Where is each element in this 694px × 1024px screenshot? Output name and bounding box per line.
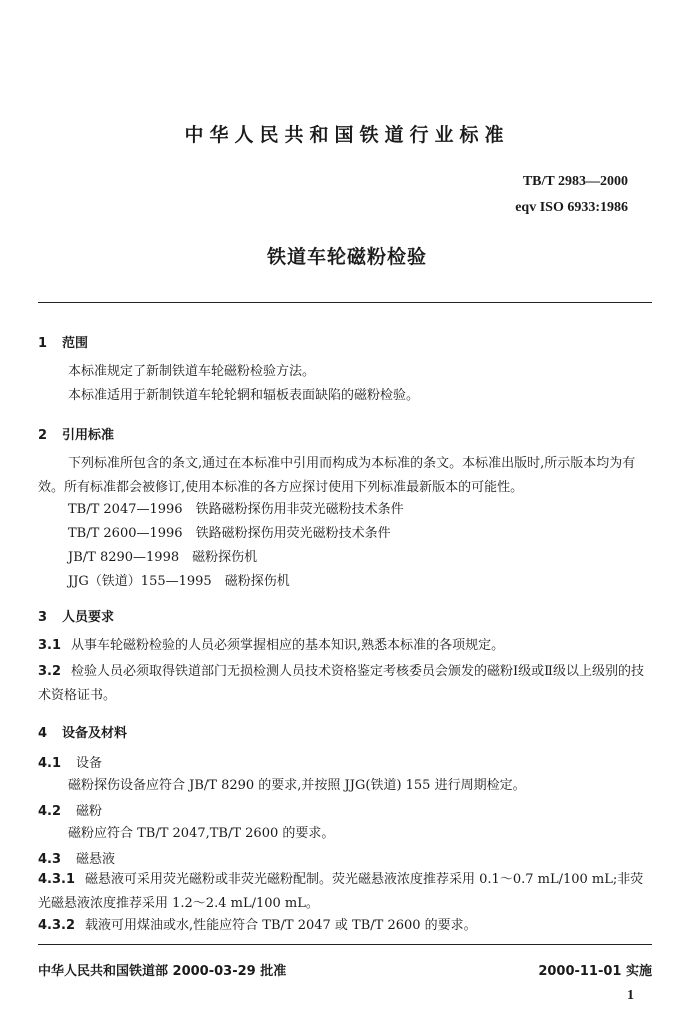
section-number: 4 (38, 726, 48, 741)
paragraph: 下列标准所包含的条文,通过在本标准中引用而构成为本标准的条文。本标准出版时,所示版本均为有效。所有标准都会被修订,使用本标准的各方应探讨使用下列标准最新版本的可能性。 (38, 456, 636, 495)
clause-4-1-heading (38, 752, 102, 771)
standard-number: TB/T 2983—2000 (522, 174, 628, 189)
footer-divider (38, 944, 652, 945)
section-1-heading (38, 332, 88, 351)
clause-text: 检验人员必须取得铁道部门无损检测人员技术资格鉴定考核委员会颁发的磁粉Ⅰ级或Ⅱ级以上级别的技术资格证书。 (38, 664, 645, 703)
section-title: 人员要求 (62, 610, 115, 625)
reference-item: TB/T 2047—1996 铁路磁粉探伤用非荧光磁粉技术条件 (68, 502, 404, 517)
paragraph: 磁粉应符合 TB/T 2047,TB/T 2600 的要求。 (68, 826, 335, 841)
clause-4-3-heading (38, 848, 115, 867)
clause-4-2-heading (38, 800, 102, 819)
page-number: 1 (627, 988, 634, 1003)
clause-number: 4.3.2 (38, 918, 76, 933)
clause-number: 3.2 (38, 664, 62, 679)
org-title: 中华人民共和国铁道行业标准 (184, 124, 510, 146)
equivalent-standard: eqv ISO 6933:1986 (515, 200, 628, 215)
approval-line: 中华人民共和国铁道部 2000-03-29 批准 (38, 964, 287, 979)
section-2-heading (38, 424, 114, 443)
reference-item: TB/T 2600—1996 铁路磁粉探伤用荧光磁粉技术条件 (68, 526, 391, 541)
paragraph: 磁粉探伤设备应符合 JB/T 8290 的要求,并按照 JJG(铁道) 155 进行周期检定。 (68, 778, 526, 793)
clause-4-3-2 (38, 914, 654, 938)
clause-4-3-1 (38, 868, 654, 916)
section-title: 引用标准 (62, 428, 115, 443)
clause-number: 4.2 (38, 804, 62, 819)
section-number: 2 (38, 428, 48, 443)
clause-title: 磁悬液 (76, 852, 116, 867)
clause-text: 磁悬液可采用荧光磁粉或非荧光磁粉配制。荧光磁悬液浓度推荐采用 0.1～0.7 mL/100 mL;非荧光磁悬液浓度推荐采用 1.2～2.4 mL/100 mL。 (38, 872, 644, 911)
clause-text: 从事车轮磁粉检验的人员必须掌握相应的基本知识,熟悉本标准的各项规定。 (71, 638, 505, 653)
implementation-date: 2000-11-01 实施 (538, 964, 652, 979)
clause-title: 设备 (76, 756, 103, 771)
clause-number: 3.1 (38, 638, 62, 653)
header-divider (38, 302, 652, 303)
paragraph: 本标准适用于新制铁道车轮轮辋和辐板表面缺陷的磁粉检验。 (68, 388, 420, 403)
clause-3-1 (38, 634, 654, 658)
clause-number: 4.1 (38, 756, 62, 771)
clause-number: 4.3.1 (38, 872, 76, 887)
section-number: 1 (38, 336, 48, 351)
section-title: 设备及材料 (62, 726, 128, 741)
section-4-heading (38, 722, 127, 741)
clause-number: 4.3 (38, 852, 62, 867)
reference-item: JB/T 8290—1998 磁粉探伤机 (68, 550, 258, 565)
section-number: 3 (38, 610, 48, 625)
clause-3-2 (38, 660, 654, 708)
section-3-heading (38, 606, 114, 625)
paragraph: 本标准规定了新制铁道车轮磁粉检验方法。 (68, 364, 316, 379)
reference-item: JJG（铁道）155—1995 磁粉探伤机 (68, 574, 290, 589)
clause-title: 磁粉 (76, 804, 103, 819)
clause-text: 载液可用煤油或水,性能应符合 TB/T 2047 或 TB/T 2600 的要求。 (85, 918, 477, 933)
section-title: 范围 (62, 336, 89, 351)
document-title: 铁道车轮磁粉检验 (266, 246, 427, 268)
